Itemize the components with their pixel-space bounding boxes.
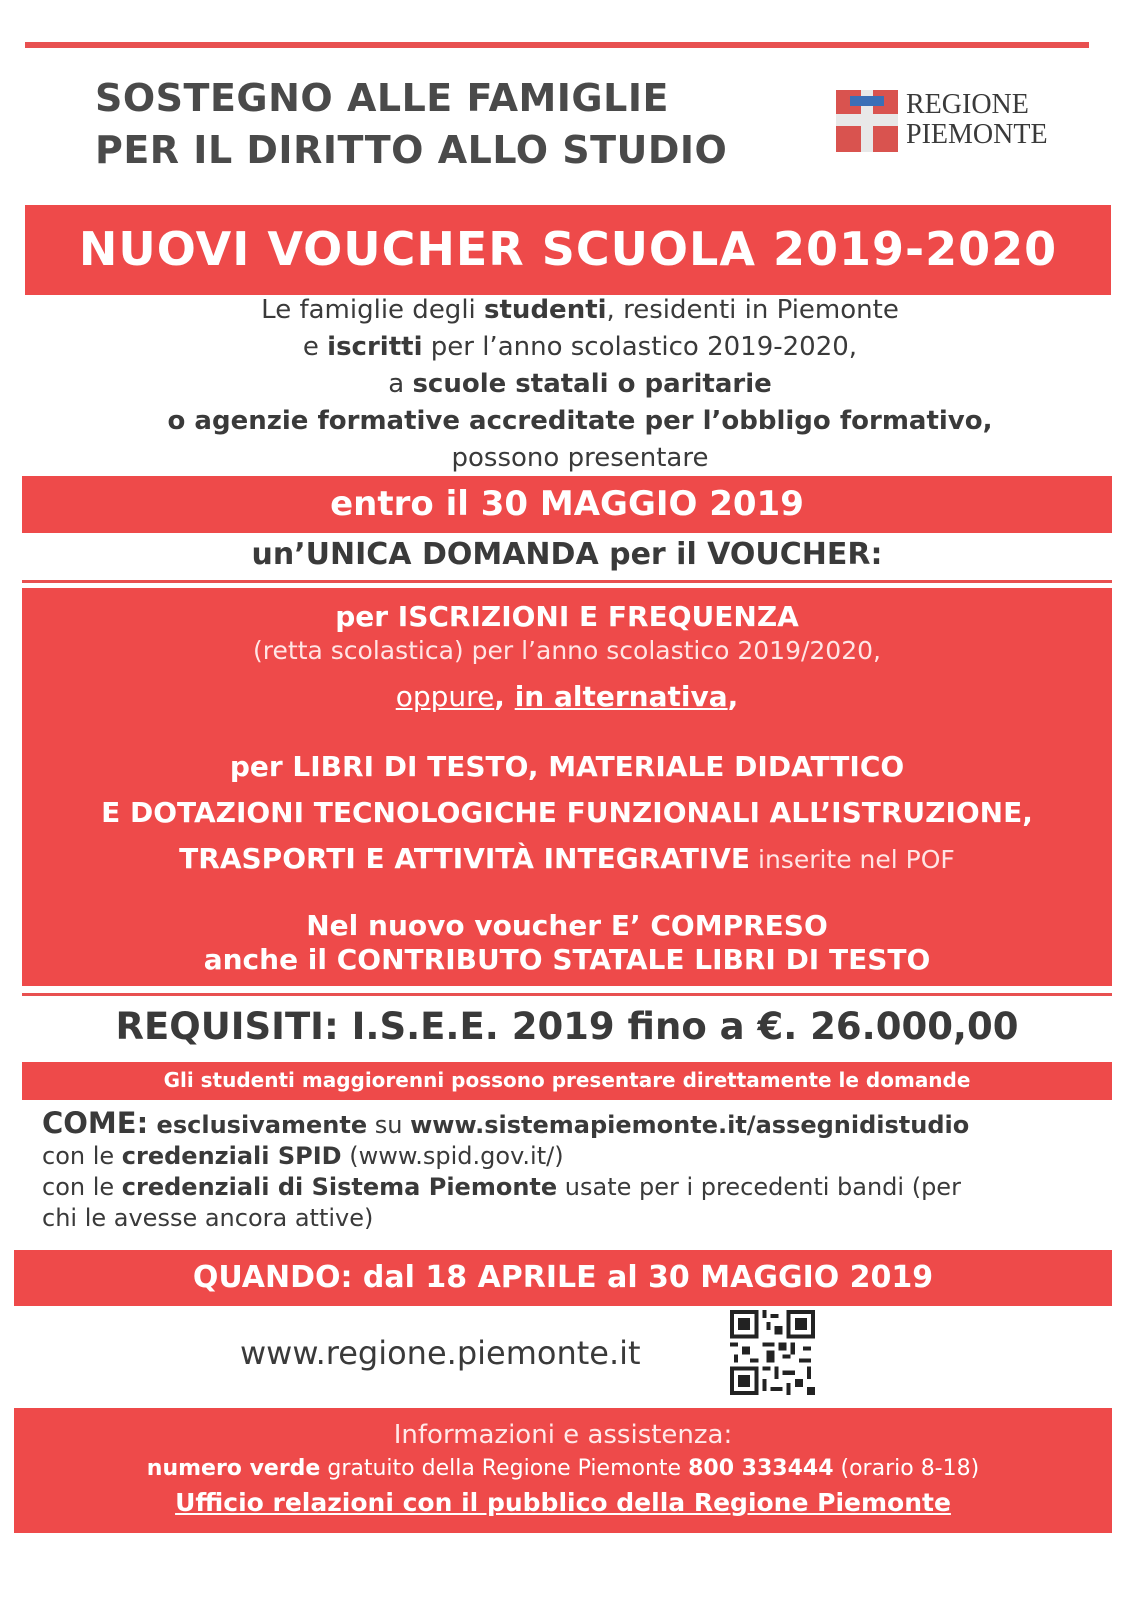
piemonte-flag-icon	[836, 90, 898, 152]
voucher-line3: oppure, in alternativa,	[395, 680, 739, 713]
info-line2: numero verde gratuito della Regione Piemonte 800 333444 (orario 8-18)	[146, 1456, 980, 1481]
come-line2: con le credenziali SPID (www.spid.gov.it/)	[42, 1142, 564, 1170]
urp-link[interactable]: Ufficio relazioni con il pubblico della Regione Piemonte	[175, 1488, 951, 1517]
intro-text	[60, 292, 1100, 477]
come-section	[42, 1108, 1102, 1234]
intro-line1: Le famiglie degli studenti, residenti in Piemonte	[261, 295, 899, 325]
header-title-line1: SOSTEGNO ALLE FAMIGLIE	[95, 76, 669, 120]
quando-text: QUANDO: dal 18 APRILE al 30 MAGGIO 2019	[192, 1260, 934, 1295]
unica-domanda-text: un’UNICA DOMANDA per il VOUCHER:	[251, 537, 883, 572]
requisiti-text: REQUISITI: I.S.E.E. 2019 fino a €. 26.000,00	[115, 1005, 1019, 1048]
voucher-line1: per ISCRIZIONI E FREQUENZA	[335, 600, 799, 633]
voucher-top-rule	[22, 580, 1112, 583]
numero-verde: 800 333444	[688, 1456, 834, 1481]
voucher-bottom-rule	[22, 993, 1112, 996]
logo-text-line2: PIEMONTE	[906, 119, 1048, 150]
voucher-line8: anche il CONTRIBUTO STATALE LIBRI DI TESTO	[203, 943, 931, 976]
voucher-line6: TRASPORTI E ATTIVITÀ INTEGRATIVE inserite nel POF	[179, 842, 955, 875]
main-title: NUOVI VOUCHER SCUOLA 2019-2020	[78, 222, 1058, 276]
voucher-line7: Nel nuovo voucher E’ COMPRESO	[306, 909, 828, 942]
qr-code-icon	[730, 1310, 815, 1395]
voucher-line2: (retta scolastica) per l’anno scolastico 2019/2020,	[253, 636, 881, 665]
voucher-line4: per LIBRI DI TESTO, MATERIALE DIDATTICO	[229, 750, 905, 783]
come-line4: chi le avesse ancora attive)	[42, 1204, 374, 1232]
top-rule	[25, 42, 1089, 48]
header-title	[95, 72, 755, 176]
maggiorenni-text: Gli studenti maggiorenni possono presentare direttamente le domande	[163, 1068, 971, 1092]
voucher-details	[22, 600, 1112, 977]
intro-line5: possono presentare	[451, 443, 709, 473]
logo-text-line1: REGIONE	[906, 89, 1029, 120]
intro-line2: e iscritti per l’anno scolastico 2019-2020,	[302, 332, 858, 362]
header-title-line2: PER IL DIRITTO ALLO STUDIO	[95, 128, 728, 172]
website-link[interactable]: www.regione.piemonte.it	[240, 1334, 641, 1372]
intro-line4: o agenzie formative accreditate per l’obbligo formativo,	[167, 406, 993, 436]
logo-text	[906, 90, 1048, 150]
info-section	[14, 1418, 1112, 1520]
regione-piemonte-logo	[836, 88, 1046, 158]
intro-line3: a scuole statali o paritarie	[388, 369, 772, 399]
come-line3: con le credenziali di Sistema Piemonte usate per i precedenti bandi (per	[42, 1173, 961, 1201]
info-line1: Informazioni e assistenza:	[393, 1420, 733, 1450]
come-line1: COME: esclusivamente su www.sistemapiemonte.it/assegnidistudio	[42, 1106, 970, 1140]
sistemapiemonte-link[interactable]: www.sistemapiemonte.it/assegnidistudio	[410, 1111, 970, 1139]
deadline-text: entro il 30 MAGGIO 2019	[330, 484, 804, 524]
voucher-line5: E DOTAZIONI TECNOLOGICHE FUNZIONALI ALL’ISTRUZIONE,	[101, 796, 1033, 829]
